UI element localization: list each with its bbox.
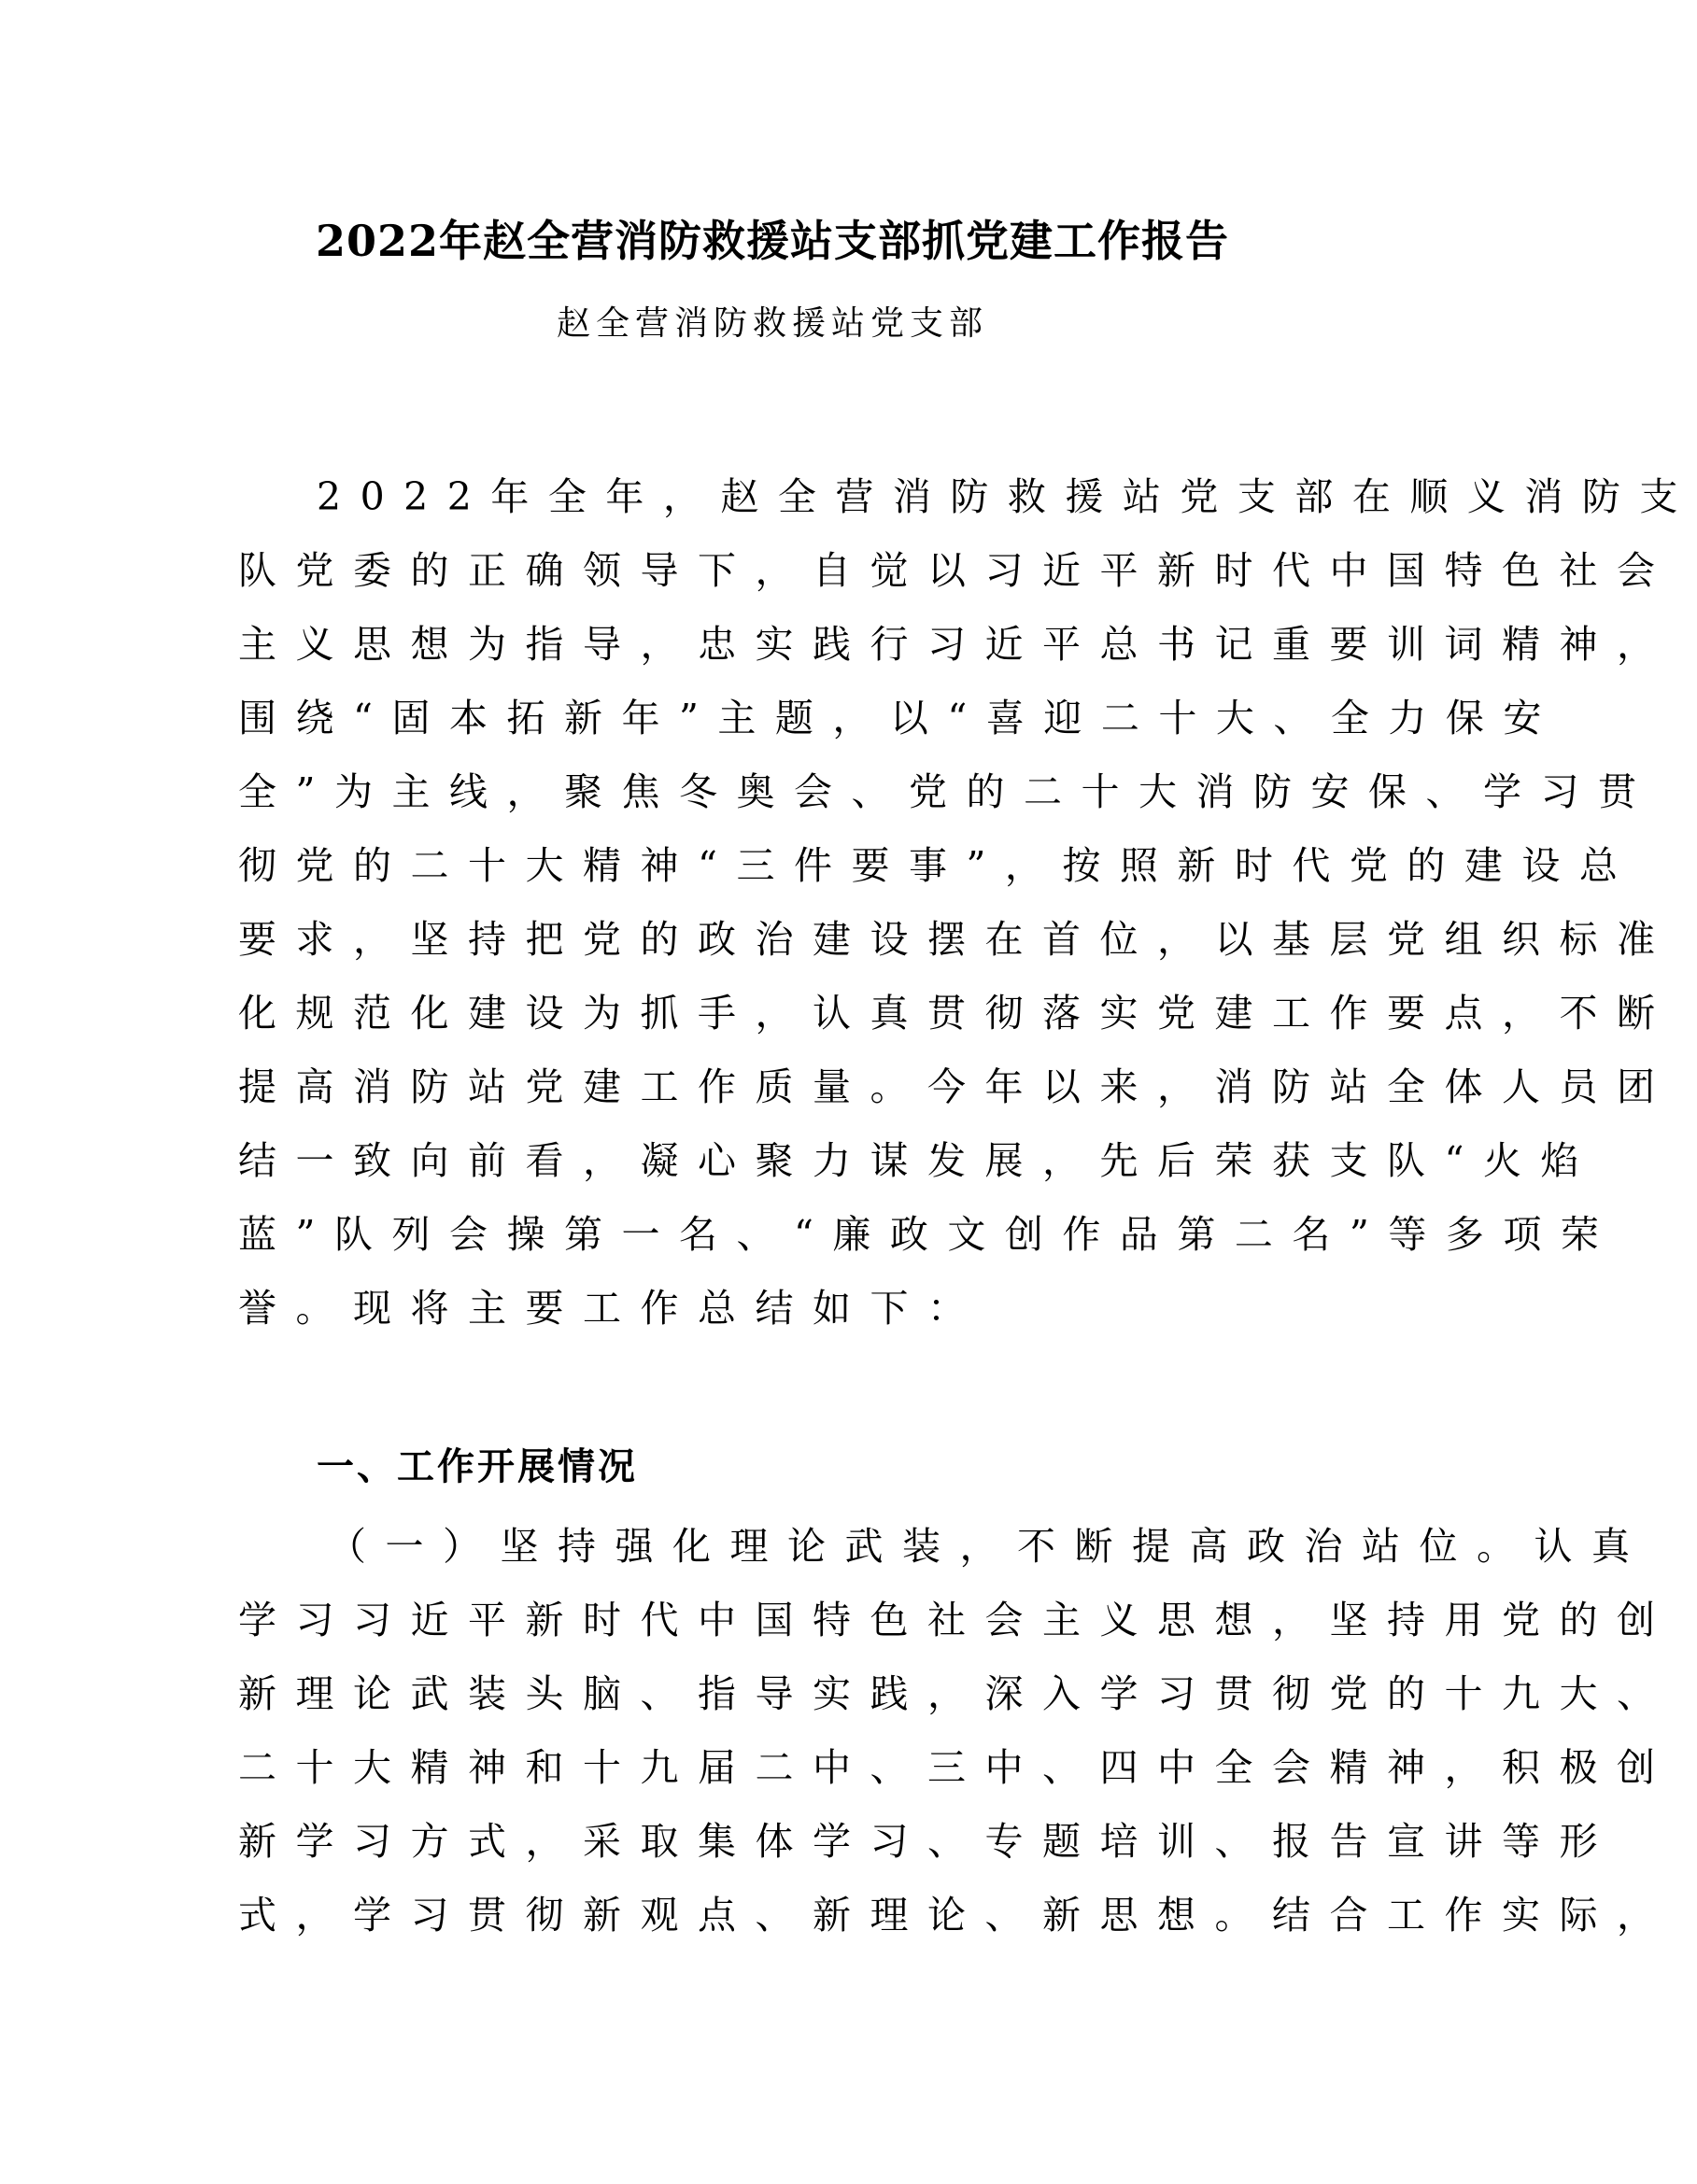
subsection-paragraph [238, 1510, 1675, 1952]
paragraph-line: 式，学习贯彻新观点、新理论、新思想。结合工作实际， [238, 1893, 1675, 1937]
paragraph-line: 蓝”队列会操第一名、“廉政文创作品第二名”等多项荣 [238, 1212, 1619, 1257]
paragraph-line: 2022年全年，赵全营消防救援站党支部在顺义消防支 [317, 474, 1697, 519]
paragraph-line: 围绕“固本拓新年”主题，以“喜迎二十大、全力保安 [238, 696, 1561, 740]
section-heading: 一、工作开展情况 [317, 1445, 638, 1488]
paragraph-line: 要求，坚持把党的政治建设摆在首位，以基层党组织标准 [238, 917, 1675, 962]
paragraph-line: 学习习近平新时代中国特色社会主义思想，坚持用党的创 [238, 1598, 1675, 1642]
section-one [238, 1430, 1294, 1504]
paragraph-line: 彻党的二十大精神“三件要事”，按照新时代党的建设总 [238, 843, 1637, 888]
intro-paragraph [238, 460, 1697, 1346]
paragraph-line: 二十大精神和十九届二中、三中、四中全会精神，积极创 [238, 1745, 1675, 1790]
paragraph-line: 誉。现将主要工作总结如下： [238, 1286, 985, 1331]
paragraph-line: 队党委的正确领导下，自觉以习近平新时代中国特色社会 [238, 548, 1675, 593]
document-subtitle: 赵全营消防救援站党支部 [556, 304, 988, 343]
paragraph-line: 全”为主线，聚焦冬奥会、党的二十大消防安保、学习贯 [238, 769, 1656, 814]
paragraph-line: 提高消防站党建工作质量。今年以来，消防站全体人员团 [238, 1064, 1675, 1109]
document-title: 2022年赵全营消防救援站支部抓党建工作报告 [315, 216, 1230, 266]
paragraph-line: （一）坚持强化理论武装，不断提高政治站位。认真 [328, 1524, 1649, 1569]
paragraph-line: 新学习方式，采取集体学习、专题培训、报告宣讲等形 [238, 1819, 1617, 1864]
paragraph-line: 化规范化建设为抓手，认真贯彻落实党建工作要点，不断 [238, 991, 1675, 1036]
paragraph-line: 结一致向前看，凝心聚力谋发展，先后荣获支队“火焰 [238, 1138, 1598, 1183]
paragraph-line: 主义思想为指导，忠实践行习近平总书记重要训词精神， [238, 622, 1675, 667]
paragraph-line: 新理论武装头脑、指导实践，深入学习贯彻党的十九大、 [238, 1671, 1675, 1716]
